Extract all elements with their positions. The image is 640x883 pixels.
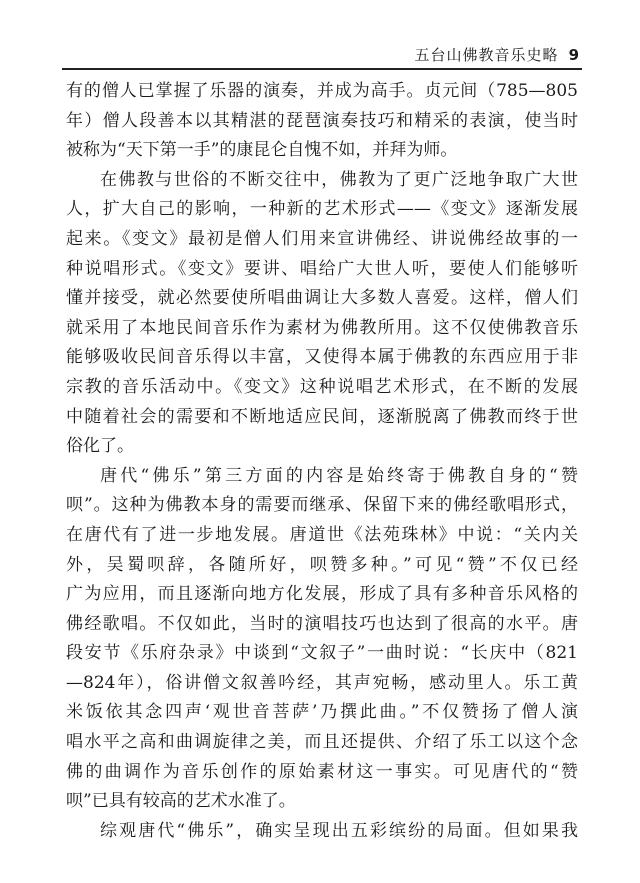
- text-line: 人，扩大自己的影响，一种新的艺术形式——《变文》逐渐发展: [66, 199, 578, 220]
- text-line: 被称为“天下第一手”的康昆仑自愧不如，并拜为师。: [66, 140, 458, 161]
- text-line: 宗教的音乐活动中。《变文》这种说唱艺术形式，在不断的发展: [66, 376, 578, 397]
- text-line: 米饭依其念四声‘观世音菩萨’乃撰此曲。”不仅赞扬了僧人演: [66, 702, 578, 723]
- text-line: 在佛教与世俗的不断交往中，佛教为了更广泛地争取广大世: [100, 169, 578, 190]
- text-line: 年）僧人段善本以其精湛的琵琶演奏技巧和精采的表演，使当时: [66, 110, 578, 131]
- text-line: 懂并接受，就必然要使所唱曲调让大多数人喜爱。这样，僧人们: [66, 288, 578, 309]
- text-line: 佛的曲调作为音乐创作的原始素材这一事实。可见唐代的“赞: [66, 761, 578, 782]
- text-line: 俗化了。: [66, 436, 134, 457]
- text-line: 段安节《乐府杂录》中谈到“文叙子”一曲时说：“长庆中（821: [66, 643, 578, 664]
- text-line: 综观唐代“佛乐”，确实呈现出五彩缤纷的局面。但如果我: [100, 820, 578, 841]
- text-line: 能够吸收民间音乐得以丰富，又使得本属于佛教的东西应用于非: [66, 347, 578, 368]
- header-text: [415, 44, 580, 65]
- text-line: 有的僧人已掌握了乐器的演奏，并成为高手。贞元间（785—805: [66, 81, 578, 101]
- text-line: 就采用了本地民间音乐作为素材为佛教所用。这不仅使佛教音乐: [66, 317, 578, 338]
- text-line: 广为应用，而且逐渐向地方化发展，形成了具有多种音乐风格的: [66, 584, 578, 605]
- text-line: 在唐代有了进一步地发展。唐道世《法苑珠林》中说：“关内关: [66, 524, 578, 545]
- text-line: 起来。《变文》最初是僧人们用来宣讲佛经、讲说佛经故事的一: [66, 228, 578, 249]
- text-line: 唱水平之高和曲调旋律之美，而且还提供、介绍了乐工以这个念: [66, 732, 578, 753]
- text-line: 呗”。这种为佛教本身的需要而继承、保留下来的佛经歌唱形式，: [66, 495, 578, 516]
- running-header: [62, 40, 582, 70]
- text-line: 中随着社会的需要和不断地适应民间，逐渐脱离了佛教而终于世: [66, 406, 578, 427]
- text-line: —824年），俗讲僧文叙善吟经，其声宛畅，感动里人。乐工黄: [66, 672, 578, 693]
- running-title: 五台山佛教音乐史略: [414, 46, 559, 64]
- text-line: 外，吴蜀呗辞，各随所好，呗赞多种。”可见“赞”不仅已经: [66, 554, 578, 575]
- text-line: 呗”已具有较高的艺术水准了。: [66, 791, 296, 812]
- body-text: [66, 77, 578, 846]
- text-line: 唐代“佛乐”第三方面的内容是始终寄于佛教自身的“赞: [100, 465, 578, 486]
- text-line: 佛经歌唱。不仅如此，当时的演唱技巧也达到了很高的水平。唐: [66, 613, 578, 634]
- text-line: 种说唱形式。《变文》要讲、唱给广大世人听，要使人们能够听: [66, 258, 578, 279]
- page-number: 9: [568, 46, 580, 64]
